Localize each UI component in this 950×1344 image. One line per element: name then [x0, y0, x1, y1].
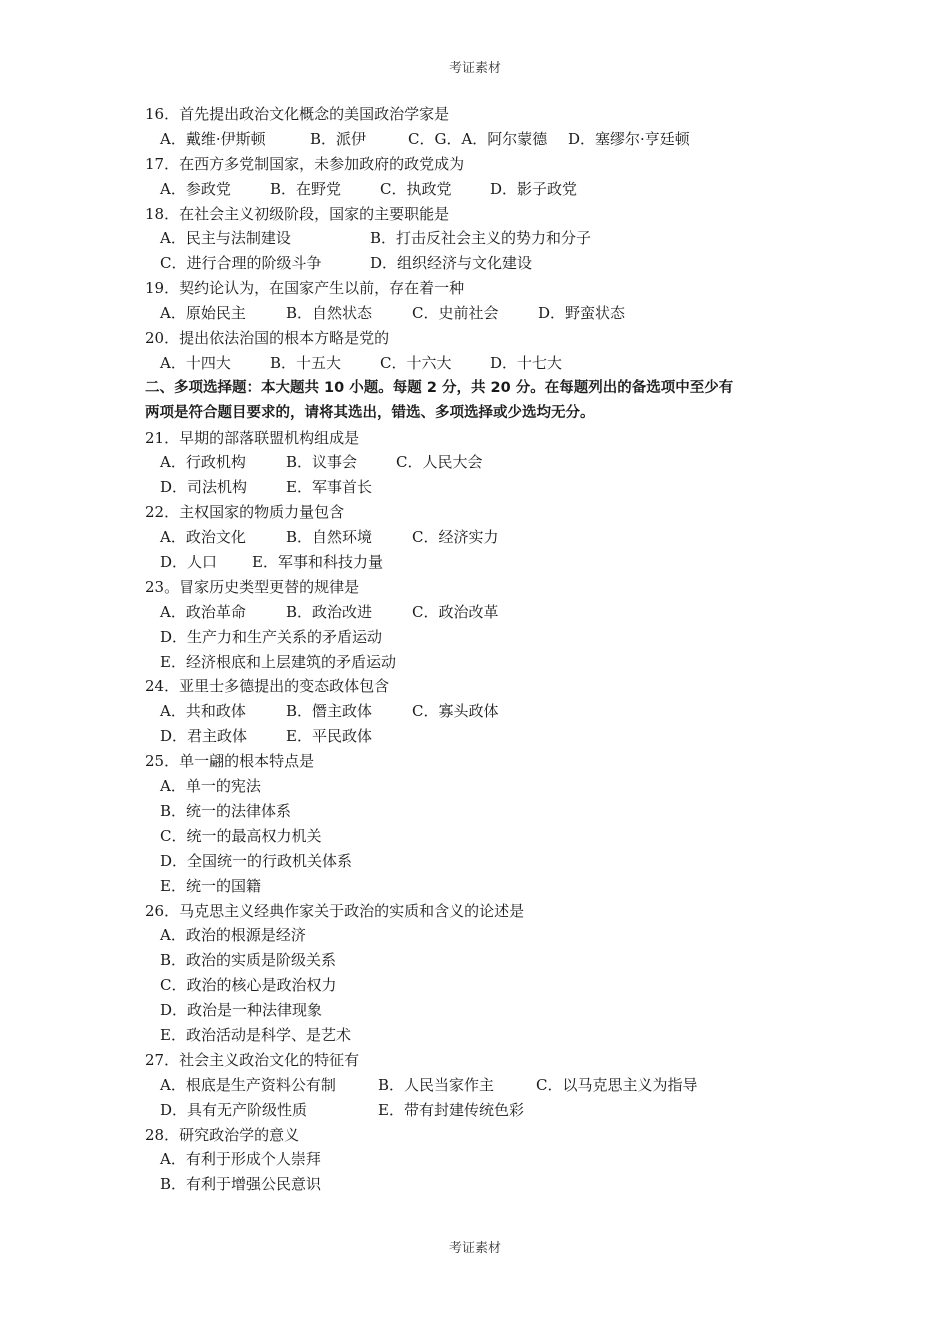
option-row — [145, 724, 825, 749]
question-stem: 21．早期的部落联盟机构组成是 — [145, 428, 360, 447]
answer-option: B．僭主政体 — [286, 702, 373, 721]
answer-option: D．全国统一的行政机关体系 — [160, 851, 353, 870]
answer-option: A．行政机构 — [160, 453, 246, 472]
question-stem: 20．提出依法治国的根本方略是党的 — [145, 329, 390, 348]
answer-option: C．史前社会 — [412, 304, 499, 323]
answer-option: D．生产力和生产关系的矛盾运动 — [160, 627, 383, 646]
answer-option: A．根底是生产资料公有制 — [160, 1075, 336, 1094]
answer-option: E．经济根底和上层建筑的矛盾运动 — [160, 652, 396, 671]
question-stem: 16．首先提出政治文化概念的美国政治学家是 — [145, 105, 450, 123]
option-row — [145, 550, 825, 575]
answer-option: A．政治文化 — [160, 528, 246, 547]
answer-option: B．十五大 — [270, 353, 342, 372]
answer-option: D．十七大 — [490, 353, 563, 372]
answer-option: D．组织经济与文化建设 — [370, 254, 533, 273]
answer-option: B．政治改进 — [286, 602, 373, 621]
option-row — [145, 1098, 825, 1123]
answer-option: A．原始民主 — [160, 304, 246, 323]
question-list — [145, 102, 825, 1197]
answer-option: B．打击反社会主义的势力和分子 — [370, 229, 592, 248]
option-row — [145, 301, 825, 326]
question-stem: 24．亚里士多德提出的变态政体包含 — [145, 677, 390, 696]
answer-option: A．十四大 — [160, 353, 231, 372]
page-header: 考证素材 — [448, 61, 501, 76]
answer-option: B．统一的法律体系 — [160, 801, 292, 820]
answer-option: C．执政党 — [380, 179, 452, 198]
option-row — [145, 973, 825, 998]
option-row — [145, 1147, 825, 1172]
answer-option: D．政治是一种法律现象 — [160, 1001, 323, 1020]
answer-option: A．戴维·伊斯顿 — [160, 129, 266, 148]
option-row — [145, 226, 825, 251]
question-stem: 27．社会主义政治文化的特征有 — [145, 1050, 360, 1069]
answer-option: E．带有封建传统色彩 — [378, 1100, 524, 1119]
answer-option: B．人民当家作主 — [378, 1075, 495, 1094]
answer-option: A．政治的根源是经济 — [160, 926, 306, 945]
answer-option: A．有利于形成个人崇拜 — [160, 1150, 321, 1169]
question-stem: 28．研究政治学的意义 — [145, 1125, 300, 1144]
answer-option: C．人民大会 — [396, 453, 483, 472]
option-row — [145, 874, 825, 899]
answer-option: E．军事首长 — [286, 478, 372, 497]
answer-option: C．进行合理的阶级斗争 — [160, 254, 322, 273]
option-row — [145, 127, 825, 152]
answer-option: A．民主与法制建设 — [160, 229, 291, 248]
answer-option: C．统一的最高权力机关 — [160, 826, 322, 845]
option-row — [145, 251, 825, 276]
answer-option: B．议事会 — [286, 453, 358, 472]
answer-option: B．派伊 — [310, 129, 367, 148]
answer-option: E．平民政体 — [286, 727, 372, 746]
answer-option: A．参政党 — [160, 179, 231, 198]
option-row — [145, 450, 825, 475]
answer-option: C．经济实力 — [412, 528, 499, 547]
option-row — [145, 351, 825, 376]
option-row — [145, 650, 825, 675]
section-heading: 两项是符合题目要求的，请将其选出，错选、多项选择或少选均无分。 — [145, 404, 595, 421]
option-row — [145, 998, 825, 1023]
option-row — [145, 475, 825, 500]
answer-option: C．政治的核心是政治权力 — [160, 976, 337, 995]
answer-option: B．在野党 — [270, 179, 342, 198]
answer-option: E．统一的国籍 — [160, 876, 261, 895]
answer-option: C．政治改革 — [412, 602, 499, 621]
answer-option: E．政治活动是科学、是艺术 — [160, 1025, 351, 1044]
question-stem: 17．在西方多党制国家，未参加政府的政党成为 — [145, 154, 465, 173]
answer-option: C．G．A．阿尔蒙德 — [408, 129, 548, 148]
answer-option: C．寡头政体 — [412, 702, 499, 721]
answer-option: E．军事和科技力量 — [252, 553, 383, 572]
answer-option: C．以马克思主义为指导 — [536, 1075, 698, 1094]
option-row — [145, 948, 825, 973]
answer-option: D．具有无产阶级性质 — [160, 1100, 308, 1119]
section-heading: 二、多项选择题：本大题共 10 小题。每题 2 分，共 20 分。在每题列出的备选项中至少有 — [145, 379, 734, 396]
option-row — [145, 824, 825, 849]
answer-option: D．野蛮状态 — [538, 304, 626, 323]
option-row — [145, 1172, 825, 1197]
option-row — [145, 525, 825, 550]
option-row — [145, 799, 825, 824]
question-stem: 26．马克思主义经典作家关于政治的实质和含义的论述是 — [145, 901, 525, 920]
question-stem: 18．在社会主义初级阶段，国家的主要职能是 — [145, 204, 450, 223]
answer-option: B．政治的实质是阶级关系 — [160, 951, 337, 970]
option-row — [145, 774, 825, 799]
answer-option: D．塞缪尔·亨廷顿 — [568, 129, 690, 148]
question-stem: 22．主权国家的物质力量包含 — [145, 503, 345, 522]
answer-option: B．有利于增强公民意识 — [160, 1175, 322, 1194]
answer-option: B．自然状态 — [286, 304, 373, 323]
option-row — [145, 625, 825, 650]
answer-option: A．政治革命 — [160, 602, 246, 621]
option-row — [145, 1023, 825, 1048]
answer-option: A．共和政体 — [160, 702, 246, 721]
question-stem: 19．契约论认为，在国家产生以前，存在着一种 — [145, 279, 465, 298]
answer-option: D．君主政体 — [160, 727, 248, 746]
option-row — [145, 600, 825, 625]
option-row — [145, 849, 825, 874]
option-row — [145, 923, 825, 948]
answer-option: D．影子政党 — [490, 179, 578, 198]
option-row — [145, 699, 825, 724]
answer-option: D．人口 — [160, 553, 218, 572]
question-stem: 23。冒家历史类型更替的规律是 — [145, 577, 360, 596]
answer-option: B．自然环境 — [286, 528, 373, 547]
answer-option: A．单一的宪法 — [160, 777, 261, 796]
page-footer: 考证素材 — [448, 1241, 501, 1256]
question-stem: 25．单一翩的根本特点是 — [145, 752, 315, 771]
answer-option: C．十六大 — [380, 353, 452, 372]
option-row — [145, 1073, 825, 1098]
answer-option: D．司法机构 — [160, 478, 248, 497]
option-row — [145, 177, 825, 202]
